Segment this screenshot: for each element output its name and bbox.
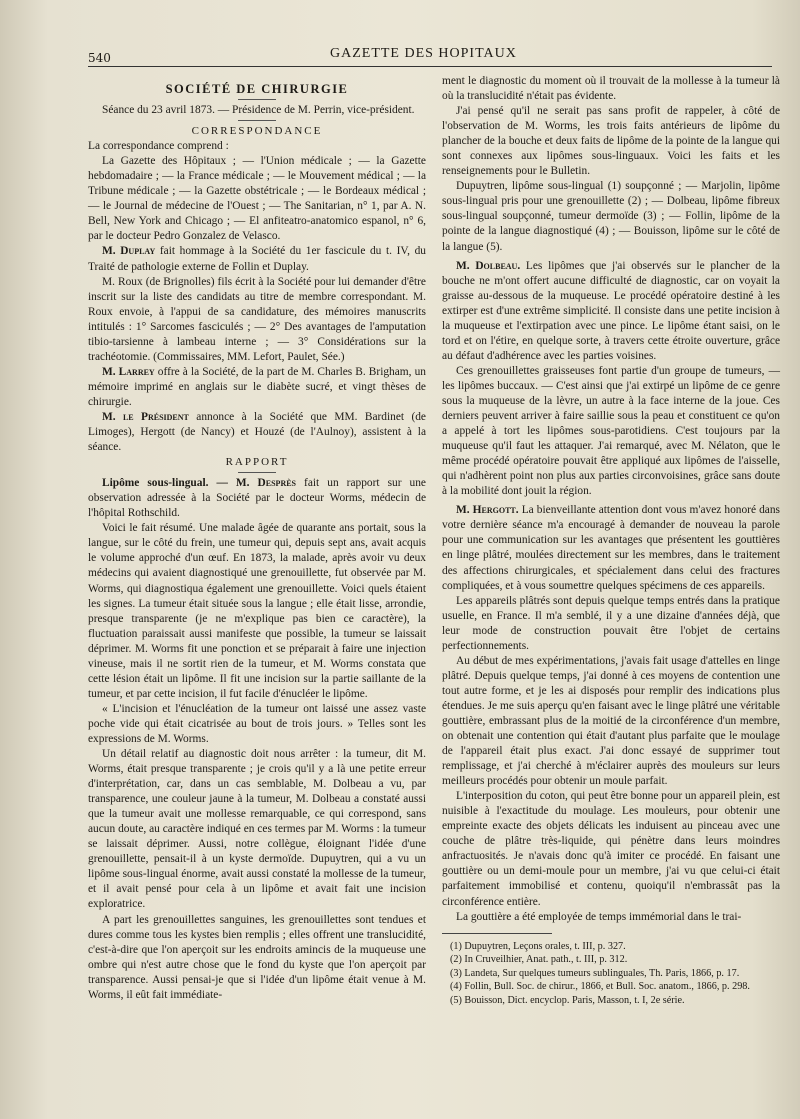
page-number: 540 bbox=[88, 51, 111, 65]
divider bbox=[238, 99, 276, 100]
paragraph-text: La bienveillante attention dont vous m'avez honoré dans votre dernière séance m'a encouragé à demander de nouveau la parole pour une communication sur les avantages que présentent les gouttières en linge plâtré, moulées directement sur les membres, dans le traitement des affections chirurgicales, et spécialement dans celui des fractures compliquées, et à vous soumettre quelques spécimens de ces appareils. bbox=[442, 504, 780, 592]
paragraph-text: annonce à la Société que MM. Bardinet (de Limoges), Hergott (de Nancy) et Houzé (de l'Aulnoy), assistent à la séance. bbox=[88, 410, 426, 454]
paragraph: L'interposition du coton, qui peut être bonne pour un appareil plein, est nuisible à l'exactitude du moulage. Les mouleurs, pour obtenir une empreinte exacte des objets délicats les induisent au pinceau avec une couche de plâtre très-liquide, qui pénètre dans leurs moindres anfractuosités. Je n'avais donc qu'à imiter ce procédé. En faisant une gouttière ou un demi-moule pour un membre, j'ai vu que celui-ci était parfaitement immobilisé et contenu, quoiqu'il n'embrassât pas la circonférence entière. bbox=[442, 790, 780, 908]
paragraph bbox=[442, 259, 780, 364]
paragraph: La correspondance comprend : bbox=[88, 140, 229, 153]
paragraph bbox=[88, 410, 426, 455]
paragraph bbox=[88, 365, 426, 410]
speaker-name: M. Duplay bbox=[102, 245, 156, 258]
paragraph: Voici le fait résumé. Une malade âgée de quarante ans portait, sous la langue, sur le côté du frein, une tumeur qui, depuis sept ans, avait acquis le volume approché d'un œuf. En 1873, la malade, après avoir vu deux médecins qui avaient diagnostiqué une grenouillette, fut observée par M. Worms, qui diagnostiqua également une grenouillette. Voici quels étaient les signes. La tumeur était située sous la langue ; elle était lisse, arrondie, presque transparente (je ne m'explique pas bien ce caractère), la fluctuation paraissait aussi manifeste que possible, la tumeur se laissait déprimer. M. Worms fit une ponction et se préparait à faire une injection vineuse, mais il ne sortit rien de la tumeur, et M. Worms constata que cette lésion était un lipôme. Il fit une incision sur la partie saillante de la tumeur, et par cette incision, il fut facile d'énucléer le lipôme. bbox=[88, 522, 426, 700]
footnotes bbox=[442, 940, 780, 1008]
paragraph: ment le diagnostic du moment où il trouvait de la mollesse à la tumeur là où la translucidité n'était pas évidente. bbox=[442, 75, 780, 103]
right-column bbox=[442, 74, 780, 1007]
paragraph-text: fait un rapport sur une observation adressée à la Société par le docteur Worms, médecin de l'hôpital Rothschild. bbox=[88, 477, 426, 520]
speaker-name: M. Dolbeau. bbox=[456, 259, 521, 272]
footnote: (4) Follin, Bull. Soc. de chirur., 1866, et Bull. Soc. anatom., 1866, p. 298. bbox=[450, 981, 750, 993]
paragraph: La Gazette des Hôpitaux ; — l'Union médicale ; — la Gazette hebdomadaire ; — la France médicale ; — le Mouvement médical ; — la Tribune médicale ; — la Gazette obstétricale ; — le Bordeaux médical ; — le Journal de médecine de l'Ouest ; — The Sanitarian, n° 1, par A. N. Bell, New York and Chicago ; — El anfiteatro-anatomico espanol, n° 6, par le docteur Pedro Gonzalez de Velasco. bbox=[88, 155, 426, 243]
paragraph: J'ai pensé qu'il ne serait pas sans profit de rappeler, à côté de l'observation de M. Worms, les trois faits antérieurs de lipôme du plancher de la bouche et deux faits de lipôme de la pointe de la langue qui sont connexes aux lipômes sous-linguaux. Voici les faits et les renseignements pour le Bulletin. bbox=[442, 105, 780, 178]
paragraph: Dupuytren, lipôme sous-lingual (1) soupçonné ; — Marjolin, lipôme sous-lingual pris pour une grenouillette (2) ; — Dolbeau, lipôme fibreux sous-lingual soupçonné, tumeur dermoïde (3) ; — Follin, lipôme de la pointe de la langue diagnostiqué (4) ; — Bouisson, lipôme sur le côté de la langue (5). bbox=[442, 180, 780, 253]
paragraph bbox=[88, 244, 426, 274]
footnote: (1) Dupuytren, Leçons orales, t. III, p. 327. bbox=[450, 940, 626, 952]
header-rule bbox=[88, 66, 772, 67]
correspondance-heading: CORRESPONDANCE bbox=[191, 125, 323, 138]
paragraph bbox=[88, 476, 426, 521]
paragraph: Un détail relatif au diagnostic doit nous arrêter : la tumeur, dit M. Worms, était presque transparente ; je crois qu'il y a là une petite erreur d'interprétation, car, dans un cas semblable, M. Dolbeau a vu, par transparence, une couleur jaune à la tumeur, M. Dolbeau a constaté aussi que la tumeur avait une mollesse remarquable, ce qui correspond, sans aucun doute, au caractère indiqué en ces termes par M. Worms : la tumeur se laissait déprimer. Aussi, notre collègue, éloignant l'idée d'une grenouillette, pensait-il à un kyste dermoïde. Dupuytren, qui a vu un lipôme sous-lingual énorme, avait aussi constaté la mollesse de la tumeur, et il avait pensé pour cela à un lipôme et avait fait une incision exploratrice. bbox=[88, 748, 426, 911]
divider bbox=[238, 120, 276, 121]
society-heading: SOCIÉTÉ DE CHIRURGIE bbox=[165, 82, 349, 96]
rapport-heading: RAPPORT bbox=[225, 456, 289, 469]
footnote: (2) In Cruveilhier, Anat. path., t. III, p. 312. bbox=[450, 954, 628, 966]
speaker-name: M. Hergott. bbox=[456, 504, 519, 517]
running-title: GAZETTE DES HOPITAUX bbox=[330, 46, 517, 61]
paragraph: Au début de mes expérimentations, j'avais fait usage d'attelles en linge plâtré. Depuis quelque temps, j'ai donné à ces moyens de contention une tout autre forme, et je les ai disposés pour remplir des indications plus étendues. Je me suis aperçu qu'en faisant avec le linge plâtré une véritable gouttière, embrassant plus de la moitié de la circonférence d'un membre, on obtenait une contention qui était d'autant plus parfaite que le moulage de l'appareil était plus exact. J'ai donc essayé de supprimer tout remplissage, et j'ai cherché à m'éclairer auprès des mouleurs sur leurs meilleurs procédés pour obtenir un moule parfait. bbox=[442, 654, 780, 788]
left-column bbox=[88, 74, 426, 1003]
footnote: (5) Bouisson, Dict. encyclop. Paris, Masson, t. I, 2e série. bbox=[450, 994, 685, 1006]
paragraph bbox=[442, 503, 780, 593]
paragraph: A part les grenouillettes sanguines, les grenouillettes sont tendues et dures comme tous les kystes bien remplis ; elles offrent une translucidité, c'est-à-dire que l'on aperçoit sur les endroits amincis de la muqueuse une ombre qui n'est autre chose que le fond du kyste que l'on aperçoit par transparence. Aussi pensai-je que si l'idée d'un lipôme était venue à M. Worms, il eût fait immédiate- bbox=[88, 913, 426, 1001]
footnote-rule bbox=[442, 933, 552, 934]
paragraph: M. Roux (de Brignolles) fils écrit à la Société pour lui demander d'être inscrit sur la liste des candidats au titre de membre correspondant. M. Roux envoie, à l'appui de sa candidature, des mémoires manuscrits intitulés : 1° Sarcomes fasciculés ; — 2° Des avantages de l'amputation tibio-tarsienne à lambeau interne ; — 3° Considérations sur la trachéotomie. (Commissaires, MM. Lefort, Paulet, Sée.) bbox=[88, 275, 426, 363]
paragraph: « L'incision et l'énucléation de la tumeur ont laissé une assez vaste poche vide qui était cicatrisée au bout de trois jours. » Telles sont les expressions de M. Worms. bbox=[88, 702, 426, 745]
speaker-name: M. le Président bbox=[102, 410, 189, 423]
paragraph: Les appareils plâtrés sont depuis quelque temps entrés dans la pratique usuelle, en France. Il m'a semblé, il y a une dizaine d'années déjà, que leur mode de construction pouvait être l'objet de certains perfectionnements. bbox=[442, 594, 780, 652]
speaker-name: — M. Desprès bbox=[216, 477, 297, 490]
paragraph: Ces grenouillettes graisseuses font partie d'un groupe de tumeurs, — les lipômes buccaux. — C'est ainsi que j'ai extirpé un lipôme de ce genre sous la muqueuse de la lèvre, un autre à la face interne de la joue. Ces derniers peuvent arriver à faire saillie sous la peau et constituent ce qu'on a appelé à tort les lipômes sous-parotidiens. C'est toujours par la muqueuse qu'il faut les attaquer. J'ai remarqué, avec M. Nélaton, que le même procédé opératoire pouvait être appliqué aux lipômes de l'aisselle, qui n'adhèrent point non plus aux parties circonvoisines, grâce sans doute à la mobilité dont jouit la région. bbox=[442, 364, 780, 498]
footnote: (3) Landeta, Sur quelques tumeurs sublinguales, Th. Paris, 1866, p. 17. bbox=[450, 967, 740, 979]
paragraph-text: fait hommage à la Société du 1er fascicule du t. IV, du Traité de pathologie externe de Follin et Duplay. bbox=[88, 245, 426, 273]
paragraph-text: Les lipômes que j'ai observés sur le plancher de la bouche ne m'ont offert aucune difficulté de diagnostic, car on voyait la graisse au-dessous de la muqueuse. Le procédé opératoire destiné à les extirper est d'une extrême simplicité. Il consiste dans une petite incision à la muqueuse et l'extirpation avec une pince. Le lipôme étant saisi, on le tord et on l'étire, en quelque sorte, à travers cette étroite ouverture, grâce au défaut d'adhérence avec les parties voisines. bbox=[442, 259, 780, 362]
paragraph: La gouttière a été employée de temps immémorial dans le trai- bbox=[456, 910, 742, 923]
paragraph-text: offre à la Société, de la part de M. Charles B. Brigham, un mémoire imprimé en anglais sur le diabète sucré, et vingt thèses de chirurgie. bbox=[88, 365, 426, 408]
divider bbox=[238, 472, 276, 473]
speaker-name: M. Larrey bbox=[102, 365, 155, 378]
seance-line: Séance du 23 avril 1873. — Présidence de M. Perrin, vice-président. bbox=[102, 104, 415, 117]
report-title: Lipôme sous-lingual. bbox=[102, 477, 209, 490]
